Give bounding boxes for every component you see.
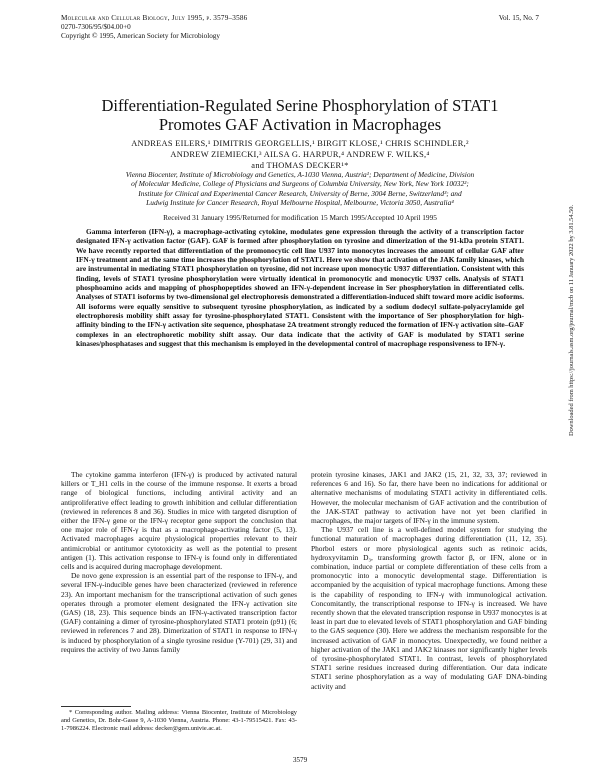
paragraph: De novo gene expression is an essential part of the response to IFN-γ, and several IFN-γ-inducible genes have been characterized (reviewed in reference 23). An important mechanism for the transcriptional activation of such genes operates through a promoter element designated the IFN-γ activation site (GAS) (18, 23). This sequence binds an IFN-γ-activated transcription factor (GAF) containing a dimer of tyrosine-phosphorylated STAT1 protein (p91) (6; reviewed in references 7 and 28). Dimerization of STAT1 in response to IFN-γ is induced by phosphorylation of a single tyrosine residue (Y-701) (29, 31) and requires the activity of two Janus family (61, 571, 297, 654)
volume-issue: Vol. 15, No. 7 (498, 14, 539, 22)
authors-line-1: ANDREAS EILERS,¹ DIMITRIS GEORGELLIS,¹ BIRGIT KLOSE,¹ CHRIS SCHINDLER,² (131, 139, 469, 148)
affiliations (66, 170, 534, 208)
running-header-left (61, 14, 247, 41)
received-dates: Received 31 January 1995/Returned for modification 15 March 1995/Accepted 10 April 1995 (163, 213, 437, 222)
download-watermark[interactable]: Downloaded from https://journals.asm.org/journal/mcb on 11 January 2022 by 3.81.54.50. (568, 204, 575, 436)
footnote-divider (61, 706, 131, 707)
issn: 0270-7306/95/$04.00+0 (61, 23, 131, 31)
author-list (40, 138, 560, 171)
affiliation-line-4: Ludwig Institute for Cancer Research, Royal Melbourne Hospital, Melbourne, Victoria 3050, Australia⁴ (146, 198, 454, 208)
body-column-right (311, 470, 547, 691)
authors-line-2: ANDREW ZIEMIECKI,³ AILSA G. HARPUR,⁴ ANDREW F. WILKS,⁴ (170, 150, 430, 159)
paragraph: The U937 cell line is a well-defined model system for studying the functional maturation of macrophages during differentiation (11, 12, 35). Phorbol esters or more physiological agents such as retinoic acids, hydroxyvitamin D₃, transforming growth factor β, or IFN, alone or in combination, induce partial or complete differentiation of these cells from a promonocytic into a monocytic developmental stage. Differentiation is accompanied by the acquisition of typical macrophage functions. Among these is the capability of responding to IFN-γ with immunological activation. Concomitantly, the transcriptional response to IFN-γ is increased. We have recently shown that the elevated transcription response in U937 monocytes is at least in part due to elevated levels of STAT1 phosphorylation and GAF binding to the GAS sequence (30). Here we address the mechanism responsible for the increased activation of GAF in monocytes. Unexpectedly, we found neither a higher activation of the JAK1 and JAK2 kinases nor significantly higher levels of tyrosine-phosphorylated STAT1. In contrast, levels of phosphorylated STAT1 serine residues increased during differentiation. Our data indicate STAT1 serine phosphorylation as a way of modulating GAF DNA-binding activity and (311, 525, 547, 691)
authors-line-3: and THOMAS DECKER¹* (251, 161, 349, 170)
abstract: Gamma interferon (IFN-γ), a macrophage-activating cytokine, modulates gene expression through the activity of a transcription factor designated IFN-γ activation factor (GAF). GAF is formed after phosphorylation on tyrosine and dimerization of the 91-kDa protein STAT1. We have recently reported that differentiation of the promonocytic cell line U937 into monocytes increases the amount of cellular GAF after IFN-γ treatment and at the same time increases the phosphorylation of STAT1. Here we show that activation of the JAK family kinases, which are instrumental in mediating STAT1 phosphorylation on tyrosine, did not increase upon monocytic U937 differentiation. Consistent with this finding, levels of STAT1 tyrosine phosphorylation were virtually identical in promonocytic and monocytic U937 cells. Analysis of STAT1 phosphoamino acids and mapping of phosphopeptides showed an IFN-γ-dependent increase in Ser phosphorylation in differentiated cells. Analyses of STAT1 isoforms by two-dimensional gel electrophoresis demonstrated a differentiation-induced shift toward more acidic isoforms. All isoforms were equally sensitive to subsequent tyrosine phosphorylation, as indicated by a sodium dodecyl sulfate-polyacrylamide gel electrophoresis mobility shift assay for tyrosine-phosphorylated STAT1. Consistent with the importance of Ser phosphorylation for high-affinity binding to the IFN-γ activation site sequence, phosphatase 2A treatment strongly reduced the formation of IFN-γ activation site–GAF complexes in an electrophoretic mobility shift assay. Our data indicate that the activity of GAF is modulated by STAT1 serine kinases/phosphatases and suggest that this mechanism is employed in the developmental control of macrophage responsiveness to IFN-γ. (76, 227, 524, 349)
affiliation-line-3: Institute for Clinical and Experimental Cancer Research, University of Berne, 3004 Berne, Switzerland³; and (138, 188, 462, 198)
title-line-2: Promotes GAF Activation in Macrophages (158, 115, 442, 134)
journal-citation: Molecular and Cellular Biology, July 1995, p. 3579–3586 (61, 14, 248, 22)
paragraph: protein tyrosine kinases, JAK1 and JAK2 (15, 21, 32, 33, 37; reviewed in references 6 and 16). So far, there have been no indications for additional or alternative mechanisms of modulating STAT1 activity in differentiated cells. However, the molecular mechanism of GAF activation and the contribution of the JAK-STAT pathway to activation have not yet been clarified in macrophages, the major targets of IFN-γ in the immune system. (311, 470, 547, 526)
affiliation-line-1: Vienna Biocenter, Institute of Microbiology and Genetics, A-1030 Vienna, Austria¹; Department of Medicine, Division (125, 170, 475, 179)
page-number: 3579 (292, 756, 308, 764)
title-line-1: Differentiation-Regulated Serine Phosphorylation of STAT1 (101, 96, 499, 115)
article-title (40, 96, 560, 134)
corresponding-author-footnote: * Corresponding author. Mailing address: Vienna Biocenter, Institute of Microbiology and Genetics, Dr. Bohr-Gasse 9, A-1030 Vienna, Austria. Phone: 43-1-79515421. Fax: 43-1-7986224. Electronic mail address: decker@gem.univie.ac.at. (61, 709, 297, 732)
copyright: Copyright © 1995, American Society for Microbiology (61, 32, 220, 40)
affiliation-line-2: of Molecular Medicine, College of Physicians and Surgeons of Columbia University, New York, New York 10032²; (131, 179, 469, 189)
paragraph: The cytokine gamma interferon (IFN-γ) is produced by activated natural killers or T_H1 cells in the course of the immune response. It exerts a broad range of biological functions, including antiviral activity and an antiproliferative effect leading to growth inhibition and cellular differentiation (reviewed in references 8 and 36). Studies in mice with targeted disruption of either the IFN-γ gene or the IFN-γ receptor gene support the conclusion that one major role of IFN-γ is that as a macrophage-activating factor (5, 13). Activated macrophages acquire physiological properties relevant to their antimicrobial or antitumor cytotoxicity as well as the potential to present antigen (1). This activation response to IFN-γ is found only in differentiated cells and is acquired during macrophage development. (61, 470, 297, 572)
body-column-left (61, 470, 297, 654)
